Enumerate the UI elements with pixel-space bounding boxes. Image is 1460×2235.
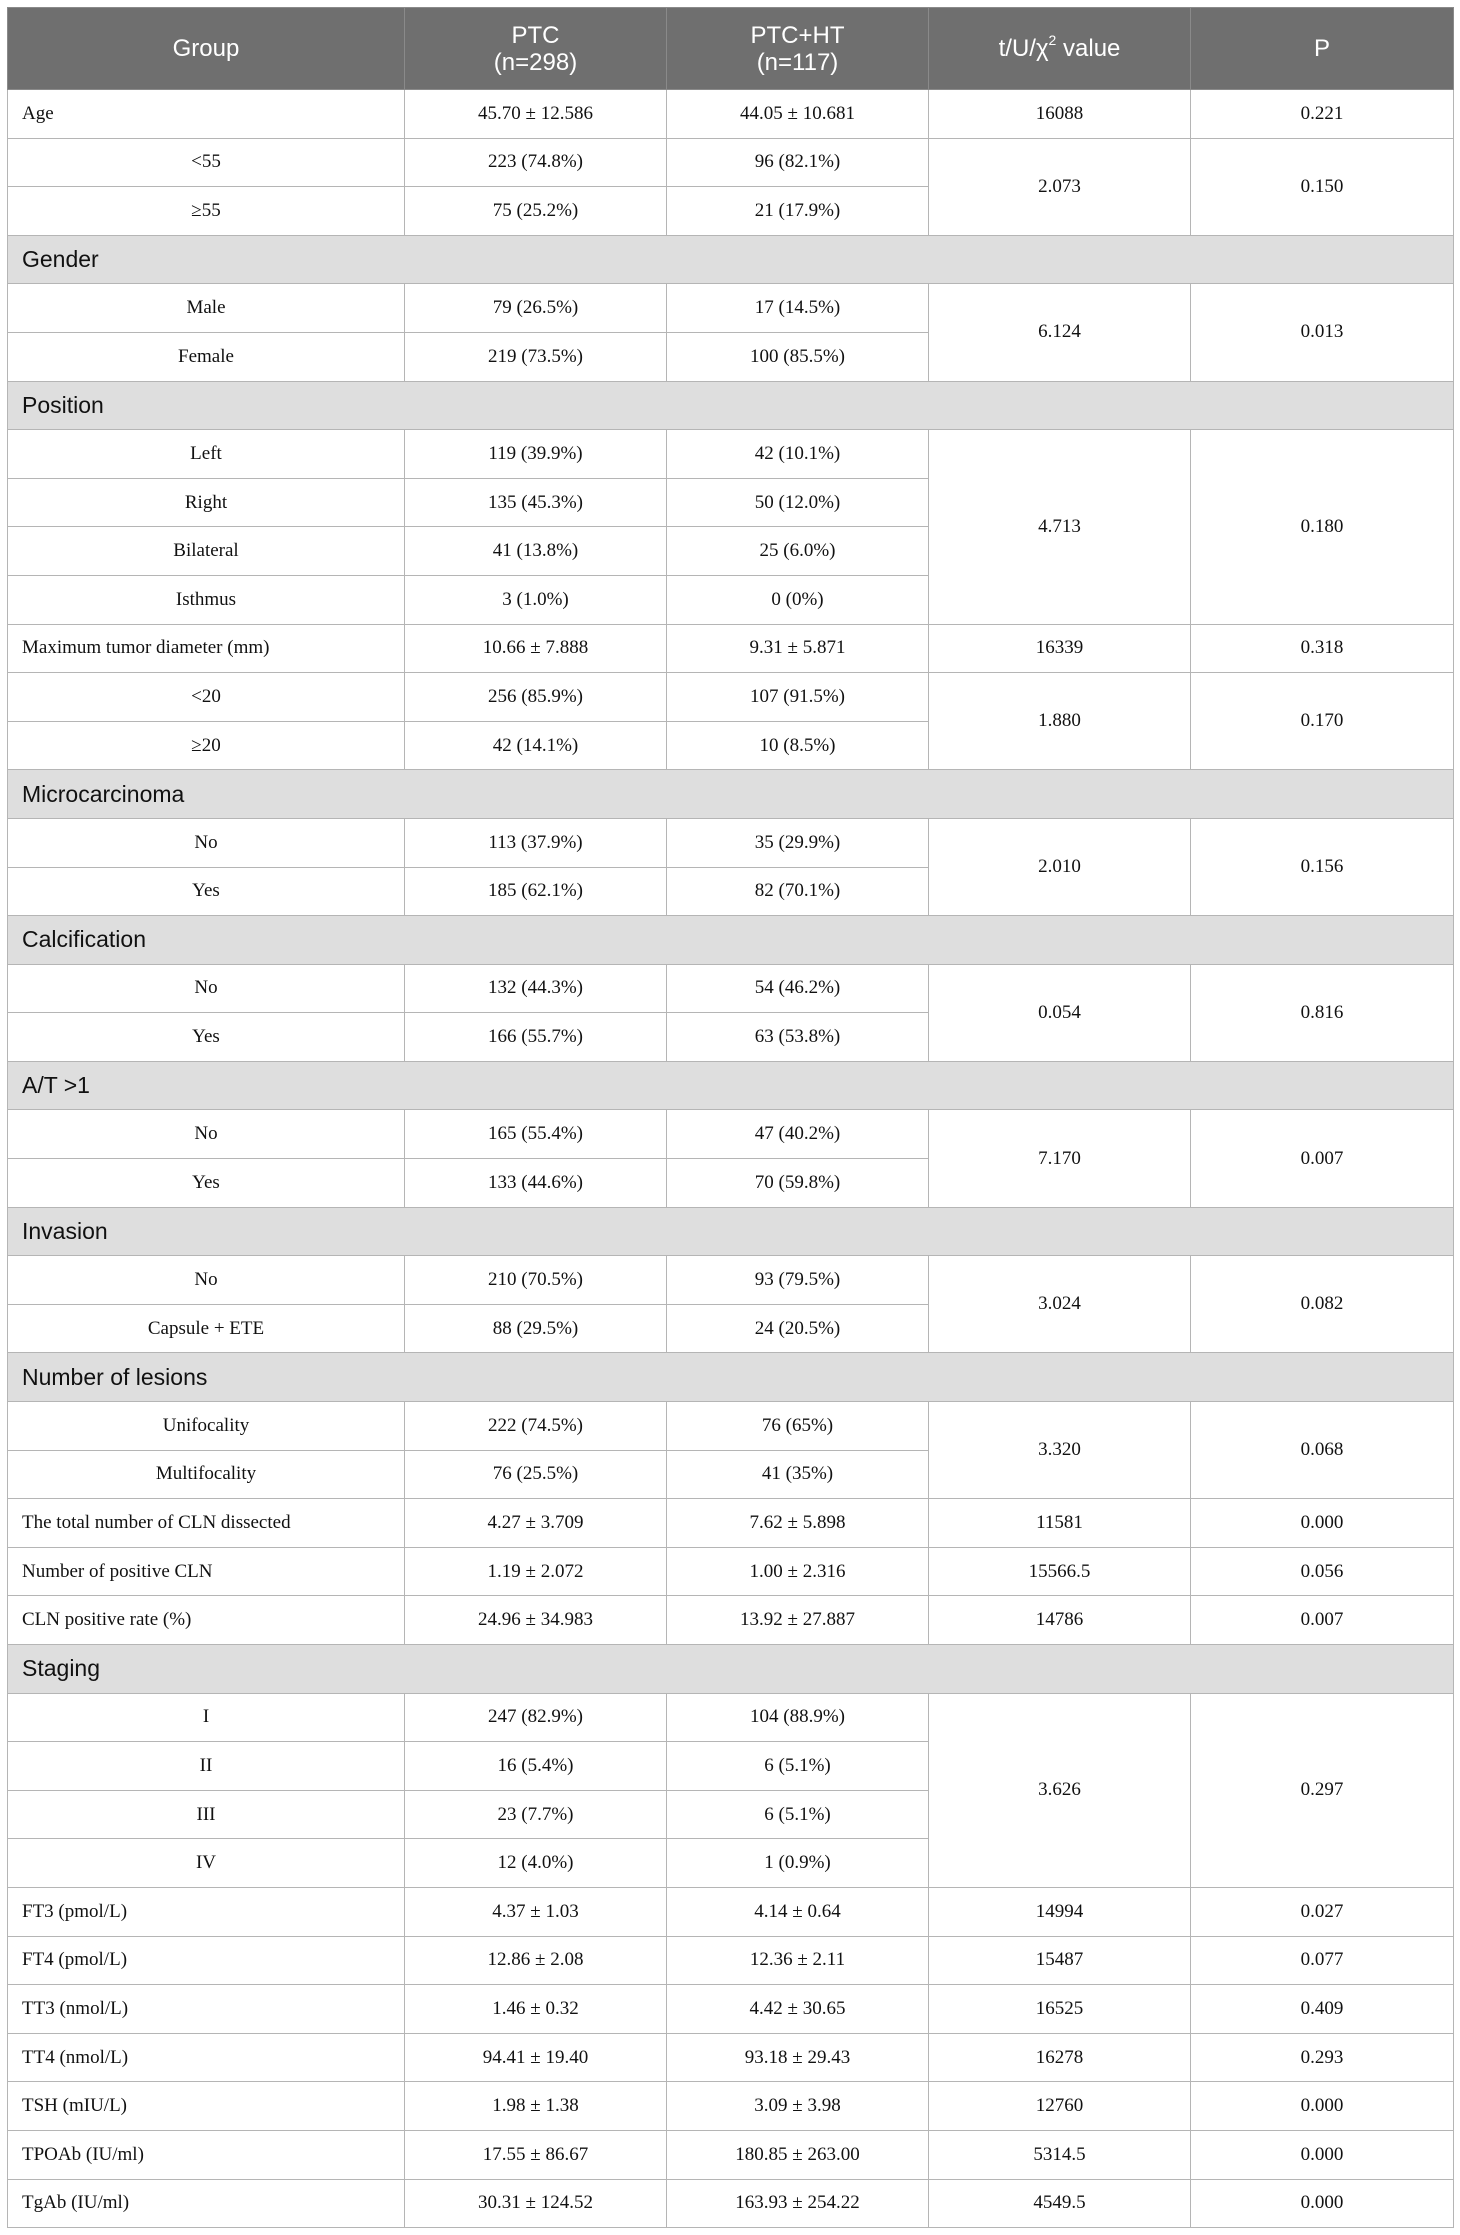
ptcht-value: 70 (59.8%)	[667, 1159, 929, 1208]
ptcht-value: 44.05 ± 10.681	[667, 90, 929, 139]
row-label: Bilateral	[8, 527, 405, 576]
ptc-value: 1.46 ± 0.32	[405, 1985, 667, 2034]
ptcht-value: 163.93 ± 254.22	[667, 2179, 929, 2228]
ptc-value: 45.70 ± 12.586	[405, 90, 667, 139]
header-stat-tail: value	[1056, 35, 1121, 62]
ptc-value: 42 (14.1%)	[405, 721, 667, 770]
ptcht-value: 1 (0.9%)	[667, 1839, 929, 1888]
row-label: Age	[8, 90, 405, 139]
stat-value: 16088	[929, 90, 1191, 139]
p-value: 0.170	[1191, 673, 1454, 770]
ptcht-value: 50 (12.0%)	[667, 478, 929, 527]
ptcht-value: 17 (14.5%)	[667, 284, 929, 333]
table-body	[8, 90, 1454, 2228]
table-header	[8, 8, 1454, 90]
row-label: No	[8, 1256, 405, 1305]
p-value: 0.000	[1191, 2130, 1454, 2179]
header-ptcht-n: (n=117)	[756, 48, 839, 76]
ptcht-value: 25 (6.0%)	[667, 527, 929, 576]
ptc-value: 1.19 ± 2.072	[405, 1547, 667, 1596]
ptcht-value: 9.31 ± 5.871	[667, 624, 929, 673]
ptcht-value: 10 (8.5%)	[667, 721, 929, 770]
ptc-value: 210 (70.5%)	[405, 1256, 667, 1305]
ptcht-value: 180.85 ± 263.00	[667, 2130, 929, 2179]
section-title: Calcification	[8, 916, 1454, 965]
table-row	[8, 1499, 1454, 1548]
stat-value: 15487	[929, 1936, 1191, 1985]
row-label: FT4 (pmol/L)	[8, 1936, 405, 1985]
row-label: TSH (mIU/L)	[8, 2082, 405, 2131]
section-row	[8, 770, 1454, 819]
header-stat	[929, 8, 1191, 90]
section-title: Invasion	[8, 1207, 1454, 1256]
p-value: 0.007	[1191, 1110, 1454, 1207]
row-label: <55	[8, 138, 405, 187]
p-value: 0.077	[1191, 1936, 1454, 1985]
ptcht-value: 6 (5.1%)	[667, 1790, 929, 1839]
data-table	[7, 7, 1454, 2228]
p-value: 0.056	[1191, 1547, 1454, 1596]
p-value: 0.082	[1191, 1256, 1454, 1353]
p-value: 0.027	[1191, 1887, 1454, 1936]
table-row	[8, 138, 1454, 187]
ptc-value: 119 (39.9%)	[405, 430, 667, 479]
table-row	[8, 1985, 1454, 2034]
ptcht-value: 21 (17.9%)	[667, 187, 929, 236]
section-row	[8, 1353, 1454, 1402]
ptc-value: 12.86 ± 2.08	[405, 1936, 667, 1985]
ptcht-value: 93.18 ± 29.43	[667, 2033, 929, 2082]
header-ptcht	[667, 8, 929, 90]
ptc-value: 12 (4.0%)	[405, 1839, 667, 1888]
table-row	[8, 1402, 1454, 1451]
table-row	[8, 673, 1454, 722]
ptc-value: 23 (7.7%)	[405, 1790, 667, 1839]
p-value: 0.221	[1191, 90, 1454, 139]
stat-value: 4.713	[929, 430, 1191, 624]
row-label: Female	[8, 332, 405, 381]
ptcht-value: 24 (20.5%)	[667, 1304, 929, 1353]
p-value: 0.000	[1191, 2082, 1454, 2131]
stat-value: 14786	[929, 1596, 1191, 1645]
table-row	[8, 1110, 1454, 1159]
p-value: 0.013	[1191, 284, 1454, 381]
row-label: TT4 (nmol/L)	[8, 2033, 405, 2082]
stat-value: 16278	[929, 2033, 1191, 2082]
row-label: Multifocality	[8, 1450, 405, 1499]
ptc-value: 4.27 ± 3.709	[405, 1499, 667, 1548]
row-label: Yes	[8, 1159, 405, 1208]
ptcht-value: 0 (0%)	[667, 575, 929, 624]
section-title: Gender	[8, 235, 1454, 284]
ptc-value: 76 (25.5%)	[405, 1450, 667, 1499]
ptcht-value: 82 (70.1%)	[667, 867, 929, 916]
p-value: 0.293	[1191, 2033, 1454, 2082]
table-row	[8, 90, 1454, 139]
row-label: CLN positive rate (%)	[8, 1596, 405, 1645]
section-title: A/T >1	[8, 1061, 1454, 1110]
ptc-value: 219 (73.5%)	[405, 332, 667, 381]
stat-value: 5314.5	[929, 2130, 1191, 2179]
row-label: IV	[8, 1839, 405, 1888]
header-ptc-label: PTC	[511, 21, 560, 49]
ptcht-value: 104 (88.9%)	[667, 1693, 929, 1742]
ptc-value: 166 (55.7%)	[405, 1013, 667, 1062]
ptcht-value: 76 (65%)	[667, 1402, 929, 1451]
ptcht-value: 35 (29.9%)	[667, 818, 929, 867]
ptcht-value: 107 (91.5%)	[667, 673, 929, 722]
ptc-value: 247 (82.9%)	[405, 1693, 667, 1742]
ptc-value: 10.66 ± 7.888	[405, 624, 667, 673]
p-value: 0.409	[1191, 1985, 1454, 2034]
ptcht-value: 93 (79.5%)	[667, 1256, 929, 1305]
row-label: Male	[8, 284, 405, 333]
row-label: III	[8, 1790, 405, 1839]
row-label: TT3 (nmol/L)	[8, 1985, 405, 2034]
table-row	[8, 624, 1454, 673]
ptc-value: 75 (25.2%)	[405, 187, 667, 236]
ptcht-value: 4.14 ± 0.64	[667, 1887, 929, 1936]
row-label: Maximum tumor diameter (mm)	[8, 624, 405, 673]
p-value: 0.297	[1191, 1693, 1454, 1887]
ptc-value: 1.98 ± 1.38	[405, 2082, 667, 2131]
table-row	[8, 2130, 1454, 2179]
ptcht-value: 1.00 ± 2.316	[667, 1547, 929, 1596]
header-stat-base: t/U/χ	[998, 35, 1049, 62]
stat-value: 2.010	[929, 818, 1191, 915]
ptc-value: 17.55 ± 86.67	[405, 2130, 667, 2179]
table-row	[8, 1256, 1454, 1305]
row-label: Capsule + ETE	[8, 1304, 405, 1353]
table-row	[8, 2082, 1454, 2131]
section-title: Number of lesions	[8, 1353, 1454, 1402]
section-row	[8, 381, 1454, 430]
ptc-value: 222 (74.5%)	[405, 1402, 667, 1451]
ptcht-value: 12.36 ± 2.11	[667, 1936, 929, 1985]
table-row	[8, 2033, 1454, 2082]
section-title: Position	[8, 381, 1454, 430]
section-title: Microcarcinoma	[8, 770, 1454, 819]
row-label: No	[8, 1110, 405, 1159]
table-row	[8, 284, 1454, 333]
row-label: Right	[8, 478, 405, 527]
header-group: Group	[8, 8, 405, 90]
table-row	[8, 964, 1454, 1013]
stat-value: 16339	[929, 624, 1191, 673]
ptcht-value: 3.09 ± 3.98	[667, 2082, 929, 2131]
row-label: <20	[8, 673, 405, 722]
stat-value: 0.054	[929, 964, 1191, 1061]
ptcht-value: 63 (53.8%)	[667, 1013, 929, 1062]
table-row	[8, 1936, 1454, 1985]
header-ptc	[405, 8, 667, 90]
section-row	[8, 1061, 1454, 1110]
p-value: 0.156	[1191, 818, 1454, 915]
header-ptc-n: (n=298)	[493, 48, 578, 76]
p-value: 0.816	[1191, 964, 1454, 1061]
ptcht-value: 4.42 ± 30.65	[667, 1985, 929, 2034]
stat-value: 6.124	[929, 284, 1191, 381]
table-row	[8, 1596, 1454, 1645]
ptc-value: 113 (37.9%)	[405, 818, 667, 867]
row-label: Yes	[8, 867, 405, 916]
row-label: No	[8, 818, 405, 867]
ptc-value: 30.31 ± 124.52	[405, 2179, 667, 2228]
stat-value: 12760	[929, 2082, 1191, 2131]
table-row	[8, 430, 1454, 479]
table-row	[8, 818, 1454, 867]
row-label: Isthmus	[8, 575, 405, 624]
ptcht-value: 100 (85.5%)	[667, 332, 929, 381]
p-value: 0.000	[1191, 2179, 1454, 2228]
header-p: P	[1191, 8, 1454, 90]
ptcht-value: 7.62 ± 5.898	[667, 1499, 929, 1548]
ptc-value: 88 (29.5%)	[405, 1304, 667, 1353]
row-label: I	[8, 1693, 405, 1742]
section-row	[8, 916, 1454, 965]
row-label: Unifocality	[8, 1402, 405, 1451]
table-row	[8, 1693, 1454, 1742]
ptc-value: 41 (13.8%)	[405, 527, 667, 576]
ptc-value: 24.96 ± 34.983	[405, 1596, 667, 1645]
section-row	[8, 1207, 1454, 1256]
stat-value: 2.073	[929, 138, 1191, 235]
row-label: ≥55	[8, 187, 405, 236]
ptc-value: 132 (44.3%)	[405, 964, 667, 1013]
stat-value: 7.170	[929, 1110, 1191, 1207]
p-value: 0.068	[1191, 1402, 1454, 1499]
ptc-value: 133 (44.6%)	[405, 1159, 667, 1208]
header-ptcht-label: PTC+HT	[750, 21, 845, 49]
stat-value: 14994	[929, 1887, 1191, 1936]
ptc-value: 94.41 ± 19.40	[405, 2033, 667, 2082]
stat-value: 4549.5	[929, 2179, 1191, 2228]
row-label: Left	[8, 430, 405, 479]
section-row	[8, 235, 1454, 284]
ptc-value: 256 (85.9%)	[405, 673, 667, 722]
row-label: FT3 (pmol/L)	[8, 1887, 405, 1936]
stat-value: 16525	[929, 1985, 1191, 2034]
section-title: Staging	[8, 1645, 1454, 1694]
row-label: TgAb (IU/ml)	[8, 2179, 405, 2228]
header-row	[8, 8, 1454, 90]
ptc-value: 4.37 ± 1.03	[405, 1887, 667, 1936]
ptcht-value: 96 (82.1%)	[667, 138, 929, 187]
row-label: Yes	[8, 1013, 405, 1062]
ptcht-value: 13.92 ± 27.887	[667, 1596, 929, 1645]
row-label: II	[8, 1742, 405, 1791]
ptcht-value: 54 (46.2%)	[667, 964, 929, 1013]
stat-value: 3.024	[929, 1256, 1191, 1353]
p-value: 0.007	[1191, 1596, 1454, 1645]
table-row	[8, 1547, 1454, 1596]
ptc-value: 223 (74.8%)	[405, 138, 667, 187]
stat-value: 3.626	[929, 1693, 1191, 1887]
ptcht-value: 6 (5.1%)	[667, 1742, 929, 1791]
p-value: 0.318	[1191, 624, 1454, 673]
ptcht-value: 41 (35%)	[667, 1450, 929, 1499]
stat-value: 11581	[929, 1499, 1191, 1548]
p-value: 0.000	[1191, 1499, 1454, 1548]
header-stat-sup: 2	[1048, 32, 1057, 48]
p-value: 0.180	[1191, 430, 1454, 624]
ptc-value: 3 (1.0%)	[405, 575, 667, 624]
row-label: The total number of CLN dissected	[8, 1499, 405, 1548]
row-label: Number of positive CLN	[8, 1547, 405, 1596]
stat-value: 3.320	[929, 1402, 1191, 1499]
table-row	[8, 1887, 1454, 1936]
row-label: TPOAb (IU/ml)	[8, 2130, 405, 2179]
stat-value: 15566.5	[929, 1547, 1191, 1596]
ptc-value: 79 (26.5%)	[405, 284, 667, 333]
ptc-value: 16 (5.4%)	[405, 1742, 667, 1791]
ptc-value: 165 (55.4%)	[405, 1110, 667, 1159]
row-label: ≥20	[8, 721, 405, 770]
ptcht-value: 42 (10.1%)	[667, 430, 929, 479]
section-row	[8, 1645, 1454, 1694]
p-value: 0.150	[1191, 138, 1454, 235]
ptc-value: 135 (45.3%)	[405, 478, 667, 527]
ptc-value: 185 (62.1%)	[405, 867, 667, 916]
table-row	[8, 2179, 1454, 2228]
row-label: No	[8, 964, 405, 1013]
ptcht-value: 47 (40.2%)	[667, 1110, 929, 1159]
stat-value: 1.880	[929, 673, 1191, 770]
